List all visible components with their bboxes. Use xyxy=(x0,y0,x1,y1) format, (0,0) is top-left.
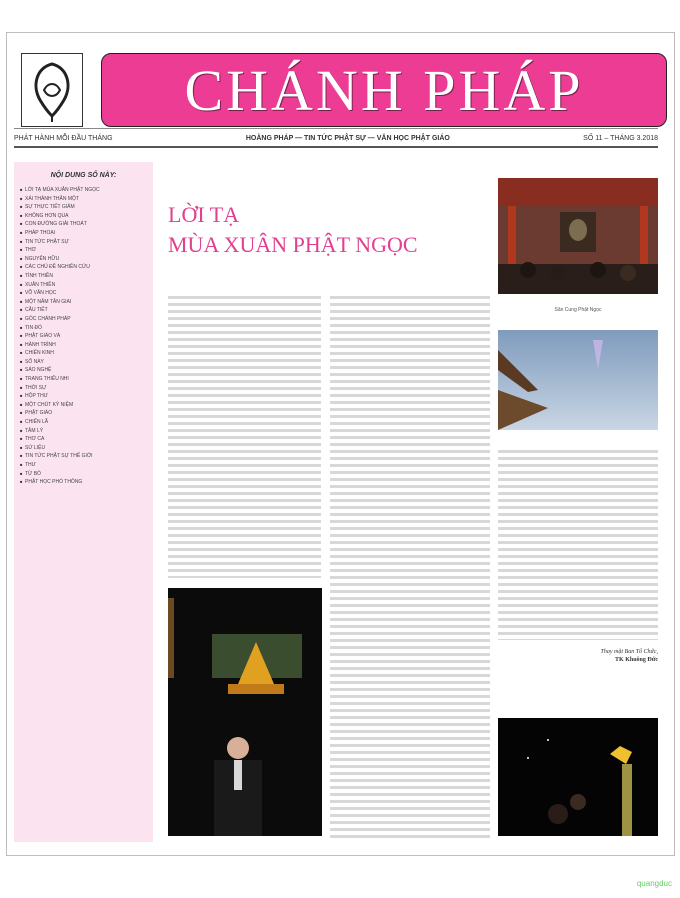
issue-number: SỐ 11 – THÁNG 3.2018 xyxy=(583,134,658,142)
toc-item: ■ THỜI SỰ xyxy=(20,385,147,392)
toc-item: ■ CÁC CHỦ ĐỀ NGHIÊN CỨU xyxy=(20,264,147,271)
toc-item: ■ HÀNH TRÌNH xyxy=(20,342,147,349)
toc-item: ■ SỰ THỰC TIẾT GIẢM xyxy=(20,204,147,211)
toc-item: ■ XÁI THÀNH THÂN MỘT xyxy=(20,196,147,203)
bodhi-leaf-logo xyxy=(21,53,83,127)
signature-line-1: Thay mặt Ban Tổ Chức, xyxy=(600,649,658,655)
toc-item: ■ TÂM LÝ xyxy=(20,428,147,435)
toc-item: ■ TIN TỨC PHẬT SỰ THẾ GIỚI xyxy=(20,453,147,460)
toc-item: ■ THƠ CA xyxy=(20,436,147,443)
toc-item: ■ PHẬT GIÁO VÀ xyxy=(20,333,147,340)
info-bar xyxy=(14,131,658,145)
toc-item: ■ CHIẾN LÃ xyxy=(20,419,147,426)
toc-item: ■ HỘP THƯ xyxy=(20,393,147,400)
article-column-1 xyxy=(168,296,321,578)
masthead-title: CHÁNH PHÁP xyxy=(184,57,584,123)
toc-item: ■ LỜI TẠ MÙA XUÂN PHẬT NGỌC xyxy=(20,187,147,194)
toc-item: ■ SÁO NGHỆ xyxy=(20,367,147,374)
temple-ceremony-photo xyxy=(498,178,658,294)
toc-item: ■ CÂU TIẾT xyxy=(20,307,147,314)
toc-item: ■ SỐ NÀY xyxy=(20,359,147,366)
toc-item: ■ VÕ VĂN HỌC xyxy=(20,290,147,297)
toc-item: ■ MỘT NĂM TÂN GIAI xyxy=(20,299,147,306)
article-title-line-1: LỜI TẠ xyxy=(168,202,240,227)
toc-item: ■ PHÁP THOẠI xyxy=(20,230,147,237)
lantern-night-photo xyxy=(498,718,658,836)
header-rule-top xyxy=(14,128,658,129)
photo-caption: Sân Cung Phật Ngọc xyxy=(554,307,602,313)
article-title-line-2: MÙA XUÂN PHẬT NGỌC xyxy=(168,232,418,257)
masthead-banner xyxy=(101,53,667,127)
table-of-contents xyxy=(14,162,153,842)
toc-item: ■ TÌNH THIỀN xyxy=(20,273,147,280)
toc-item: ■ TỪ BỎ xyxy=(20,471,147,478)
toc-item: ■ PHẬT HỌC PHỔ THÔNG xyxy=(20,479,147,486)
toc-item: ■ SỬ LIỆU xyxy=(20,445,147,452)
article-column-2 xyxy=(330,296,490,841)
toc-item: ■ THƯ xyxy=(20,462,147,469)
toc-item: ■ TIN ĐỔ xyxy=(20,325,147,332)
toc-item: ■ THƠ xyxy=(20,247,147,254)
header-rule-bottom xyxy=(14,146,658,148)
toc-item: ■ NGUYỄN HỮU xyxy=(20,256,147,263)
signature-line-2: TK Khuông Đức xyxy=(615,657,658,663)
watermark: quangduc xyxy=(636,879,672,888)
pagoda-roof-photo xyxy=(498,330,658,430)
article-signature xyxy=(498,648,658,664)
toc-list xyxy=(20,187,147,486)
toc-item: ■ GÓC CHÁNH PHÁP xyxy=(20,316,147,323)
toc-item: ■ PHẬT GIÁO xyxy=(20,410,147,417)
article-title xyxy=(168,200,488,260)
toc-item: ■ KHÔNG HƠN QUA xyxy=(20,213,147,220)
publication-frequency: PHÁT HÀNH MỖI ĐẦU THÁNG xyxy=(14,134,113,142)
toc-heading: NỘI DUNG SỐ NÀY: xyxy=(50,172,117,179)
toc-item: ■ CHIẾN KINH xyxy=(20,350,147,357)
toc-item: ■ XUÂN THIỀN xyxy=(20,282,147,289)
toc-item: ■ TRANG THIẾU NHI xyxy=(20,376,147,383)
toc-item: ■ TIN TỨC PHẬT SỰ xyxy=(20,239,147,246)
night-ceremony-photo xyxy=(168,588,322,836)
publication-tagline: HOẰNG PHÁP — TIN TỨC PHẬT SỰ — VĂN HỌC PHẬT GIÁO xyxy=(245,134,450,142)
toc-item: ■ CON ĐƯỜNG GIẢI THOÁT xyxy=(20,221,147,228)
toc-item: ■ MỘT CHÚT KỶ NIỆM xyxy=(20,402,147,409)
